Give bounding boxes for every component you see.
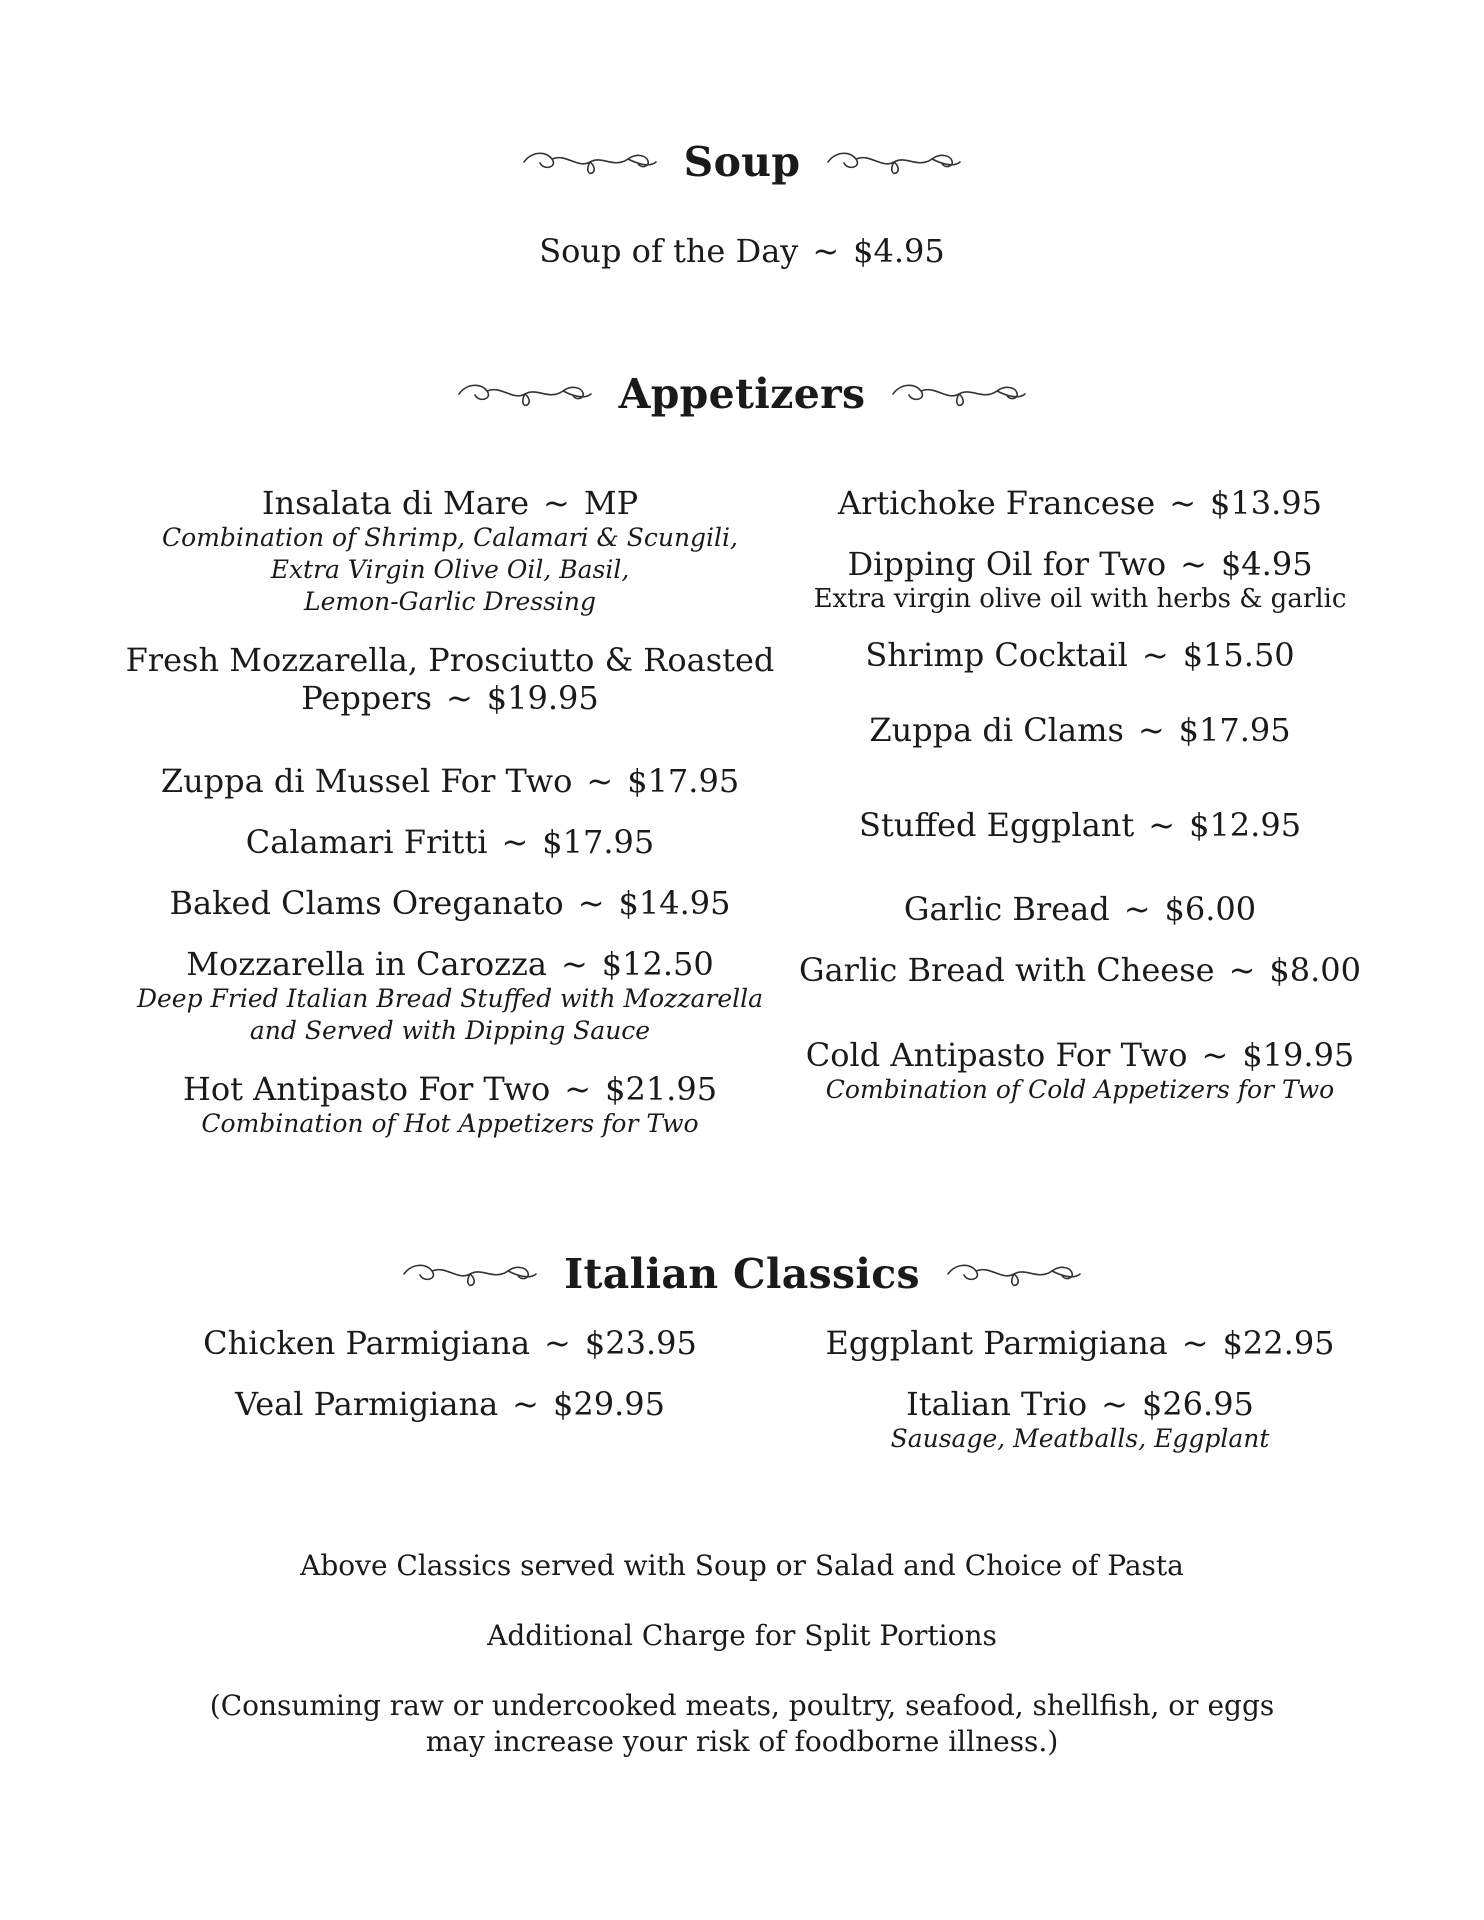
- item-name: Stuffed Eggplant: [858, 806, 1135, 844]
- soup-title: Soup: [683, 138, 801, 186]
- item-description: Combination of Shrimp, Calamari & Scungili,: [162, 523, 738, 552]
- health-warning-line: may increase your risk of foodborne illness.): [425, 1725, 1059, 1758]
- item-price: $14.95: [618, 884, 731, 922]
- item-description: Lemon-Garlic Dressing: [303, 587, 597, 616]
- flourish-left-icon: [520, 147, 660, 177]
- item-price: $8.00: [1269, 951, 1361, 989]
- item-name: Hot Antipasto For Two: [182, 1070, 551, 1108]
- menu-item-cold-antipasto: Cold Antipasto For Two ~ $19.95 Combination of Cold Appetizers for Two: [790, 1036, 1370, 1106]
- menu-item-italian-trio: Italian Trio ~ $26.95 Sausage, Meatballs, Eggplant: [790, 1385, 1370, 1455]
- flourish-right-icon: [889, 379, 1029, 409]
- menu-item-stuffed-eggplant: Stuffed Eggplant ~ $12.95: [858, 806, 1302, 844]
- item-name: Shrimp Cocktail: [865, 636, 1128, 674]
- soup-heading: [0, 138, 1484, 186]
- item-name: Veal Parmigiana: [235, 1385, 499, 1423]
- item-description: Combination of Hot Appetizers for Two: [201, 1109, 699, 1138]
- item-description: Extra Virgin Olive Oil, Basil,: [270, 555, 630, 584]
- menu-item-garlic-bread-cheese: Garlic Bread with Cheese ~ $8.00: [799, 951, 1361, 989]
- served-with-note: Above Classics served with Soup or Salad and Choice of Pasta: [300, 1549, 1184, 1582]
- item-price: $21.95: [605, 1070, 718, 1108]
- item-name: Artichoke Francese: [838, 484, 1156, 522]
- item-price: $23.95: [584, 1324, 697, 1362]
- item-price: $19.95: [486, 679, 599, 717]
- item-name: Fresh Mozzarella, Prosciutto & Roasted: [125, 641, 775, 679]
- item-name: Mozzarella in Carozza: [186, 945, 547, 983]
- classics-title: Italian Classics: [564, 1250, 920, 1298]
- item-description: Combination of Cold Appetizers for Two: [825, 1075, 1335, 1104]
- menu-item-dipping-oil: Dipping Oil for Two ~ $4.95 Extra virgin olive oil with herbs & garlic: [790, 545, 1370, 615]
- menu-item-mozzarella-carozza: Mozzarella in Carozza ~ $12.50 Deep Fried Italian Bread Stuffed with Mozzarella and Served with Dipping Sauce: [110, 945, 790, 1047]
- item-price: $12.50: [601, 945, 714, 983]
- item-description: Extra virgin olive oil with herbs & garlic: [813, 584, 1347, 614]
- flourish-right-icon: [944, 1259, 1084, 1289]
- item-name: Peppers: [301, 679, 432, 717]
- menu-item-zuppa-mussel: Zuppa di Mussel For Two ~ $17.95: [160, 762, 740, 800]
- item-name: Eggplant Parmigiana: [825, 1324, 1168, 1362]
- appetizers-title: Appetizers: [618, 370, 866, 418]
- item-name: Chicken Parmigiana: [203, 1324, 531, 1362]
- menu-item-shrimp-cocktail: Shrimp Cocktail ~ $15.50: [865, 636, 1295, 674]
- item-price: $4.95: [1220, 545, 1313, 583]
- item-price: $4.95: [853, 232, 945, 270]
- menu-item-insalata: Insalata di Mare ~ MP Combination of Shrimp, Calamari & Scungili, Extra Virgin Olive Oil, Basil, Lemon-Garlic Dressing: [110, 484, 790, 618]
- flourish-left-icon: [455, 379, 595, 409]
- item-name: Zuppa di Mussel For Two: [160, 762, 573, 800]
- health-warning: [0, 1688, 1484, 1760]
- health-warning-line: (Consuming raw or undercooked meats, poultry, seafood, shellfish, or eggs: [209, 1689, 1275, 1722]
- item-price: $12.95: [1189, 806, 1302, 844]
- flourish-left-icon: [400, 1259, 540, 1289]
- menu-item-hot-antipasto: Hot Antipasto For Two ~ $21.95 Combination of Hot Appetizers for Two: [110, 1070, 790, 1140]
- item-name: Calamari Fritti: [245, 823, 488, 861]
- item-description: and Served with Dipping Sauce: [249, 1016, 651, 1045]
- item-price: $6.00: [1164, 890, 1257, 928]
- item-name: Garlic Bread: [903, 890, 1110, 928]
- item-name: Zuppa di Clams: [869, 711, 1124, 749]
- item-price: $17.95: [542, 823, 655, 861]
- flourish-right-icon: [824, 147, 964, 177]
- soup-item: Soup of the Day ~ $4.95: [539, 232, 945, 270]
- menu-item-eggplant-parm: Eggplant Parmigiana ~ $22.95: [825, 1324, 1335, 1362]
- item-description: Deep Fried Italian Bread Stuffed with Mozzarella: [136, 984, 764, 1013]
- menu-item-chicken-parm: Chicken Parmigiana ~ $23.95: [203, 1324, 697, 1362]
- item-name: Cold Antipasto For Two: [805, 1036, 1188, 1074]
- menu-item-veal-parm: Veal Parmigiana ~ $29.95: [235, 1385, 665, 1423]
- classics-heading: [0, 1250, 1484, 1298]
- item-price: $26.95: [1141, 1385, 1254, 1423]
- menu-item-zuppa-clams: Zuppa di Clams ~ $17.95: [869, 711, 1291, 749]
- item-price: $17.95: [1178, 711, 1291, 749]
- item-price: $22.95: [1222, 1324, 1335, 1362]
- menu-item-garlic-bread: Garlic Bread ~ $6.00: [903, 890, 1257, 928]
- item-name: Garlic Bread with Cheese: [799, 951, 1215, 989]
- menu-item-baked-clams: Baked Clams Oreganato ~ $14.95: [169, 884, 731, 922]
- item-name: Soup of the Day: [539, 232, 799, 270]
- item-description: Sausage, Meatballs, Eggplant: [890, 1424, 1270, 1453]
- split-portions-note: Additional Charge for Split Portions: [487, 1619, 997, 1652]
- item-price: $29.95: [552, 1385, 665, 1423]
- item-price: $17.95: [627, 762, 740, 800]
- item-price: $13.95: [1210, 484, 1322, 522]
- item-price: $15.50: [1182, 636, 1295, 674]
- appetizers-heading: [0, 370, 1484, 418]
- item-name: Italian Trio: [906, 1385, 1088, 1423]
- menu-item-fresh-mozzarella: Fresh Mozzarella, Prosciutto & Roasted Peppers ~ $19.95: [110, 641, 790, 717]
- menu-item-artichoke: Artichoke Francese ~ $13.95: [838, 484, 1322, 522]
- item-price: MP: [583, 484, 639, 522]
- menu-item-calamari: Calamari Fritti ~ $17.95: [245, 823, 655, 861]
- item-price: $19.95: [1242, 1036, 1355, 1074]
- item-name: Baked Clams Oreganato: [169, 884, 564, 922]
- item-name: Dipping Oil for Two: [847, 545, 1167, 583]
- item-name: Insalata di Mare: [261, 484, 530, 522]
